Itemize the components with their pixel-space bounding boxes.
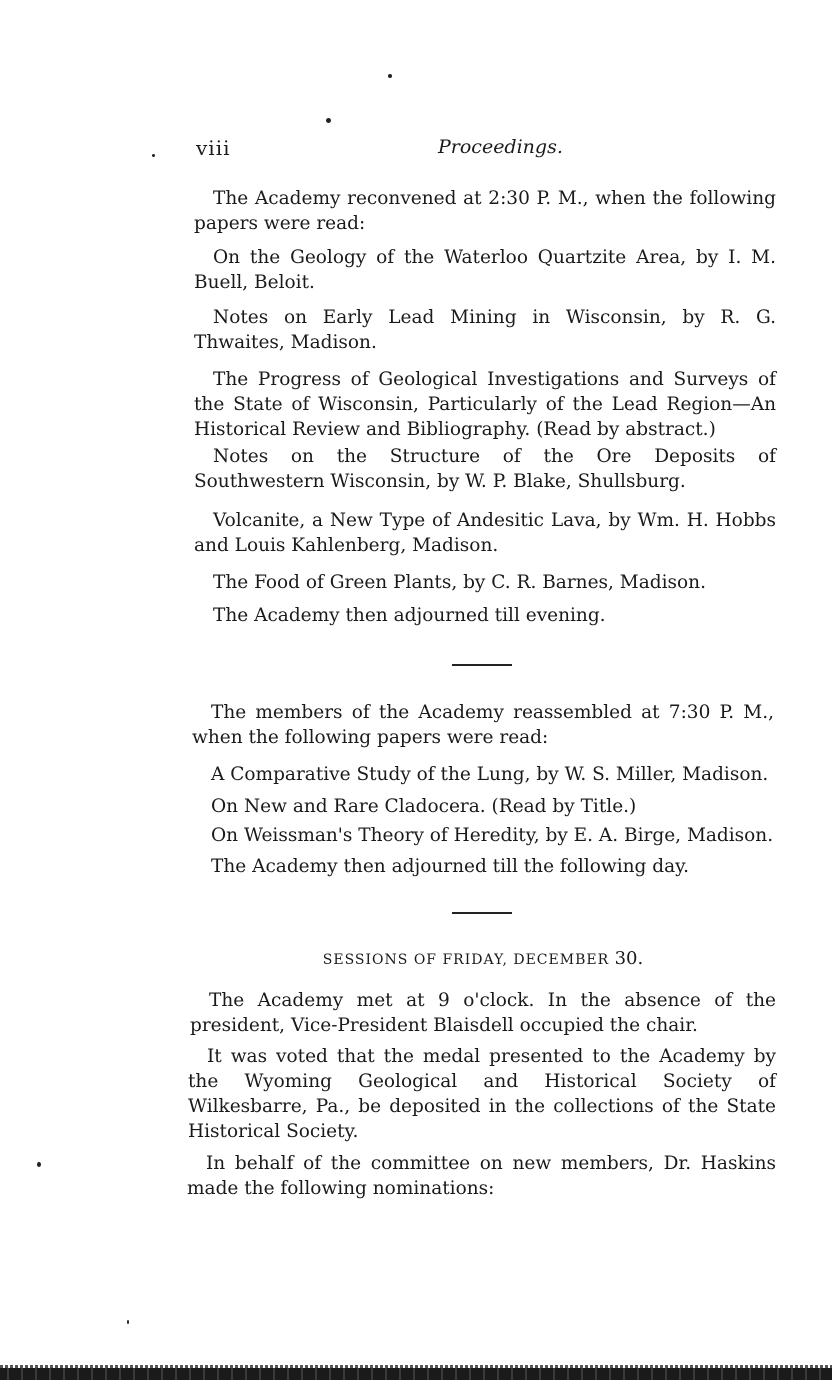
paper-item: A Comparative Study of the Lung, by W. S. Miller, Madison. bbox=[211, 764, 769, 785]
page-header bbox=[196, 136, 752, 166]
section-divider bbox=[452, 912, 512, 914]
scan-speck bbox=[37, 1162, 41, 1167]
session-heading-text: SESSIONS OF FRIDAY, DECEMBER bbox=[322, 952, 610, 968]
paper-item: On the Geology of the Waterloo Quartzite Area, by I. M. Buell, Beloit. bbox=[194, 247, 776, 293]
paper-item: Notes on the Structure of the Ore Deposits of Southwestern Wisconsin, by W. P. Blake, Shullsburg. bbox=[194, 446, 776, 492]
scan-speck bbox=[326, 118, 331, 123]
session-paragraph: It was voted that the medal presented to the Academy by the Wyoming Geological and Historical Society of Wilkesbarre, Pa., be deposited in the collections of the State Historical Society. bbox=[188, 1046, 776, 1142]
paper-item: On New and Rare Cladocera. (Read by Title.) bbox=[211, 796, 637, 817]
session-paragraph: In behalf of the committee on new members, Dr. Haskins made the following nominations: bbox=[187, 1153, 776, 1199]
page-number: viii bbox=[196, 136, 231, 160]
paper-item: Volcanite, a New Type of Andesitic Lava, by Wm. H. Hobbs and Louis Kahlenberg, Madison. bbox=[194, 510, 776, 556]
paper-item: The Food of Green Plants, by C. R. Barnes, Madison. bbox=[213, 572, 706, 593]
paper-item: The Progress of Geological Investigations and Surveys of the State of Wisconsin, Particularly of the Lead Region—An Historical Review and Bibliography. (Read by abstract.) bbox=[194, 369, 776, 440]
afternoon-intro: The Academy reconvened at 2:30 P. M., when the following papers were read: bbox=[194, 188, 776, 234]
paper-item: On Weissman's Theory of Heredity, by E. A. Birge, Madison. bbox=[211, 825, 774, 846]
scan-speck bbox=[152, 154, 155, 157]
scan-speck bbox=[388, 74, 392, 78]
adjourn-note: The Academy then adjourned till evening. bbox=[213, 605, 606, 626]
session-heading-day: 30. bbox=[614, 948, 644, 969]
session-paragraph: The Academy met at 9 o'clock. In the absence of the president, Vice-President Blaisdell occupied the chair. bbox=[190, 990, 776, 1036]
paper-item: Notes on Early Lead Mining in Wisconsin, by R. G. Thwaites, Madison. bbox=[194, 307, 776, 353]
running-head: Proceedings. bbox=[438, 136, 563, 158]
scan-speck bbox=[127, 1320, 129, 1324]
evening-intro: The members of the Academy reassembled at 7:30 P. M., when the following papers were read: bbox=[192, 702, 774, 748]
scan-border bbox=[0, 1368, 832, 1380]
session-heading bbox=[190, 948, 776, 969]
section-divider bbox=[452, 664, 512, 666]
adjourn-note: The Academy then adjourned till the following day. bbox=[211, 856, 690, 877]
